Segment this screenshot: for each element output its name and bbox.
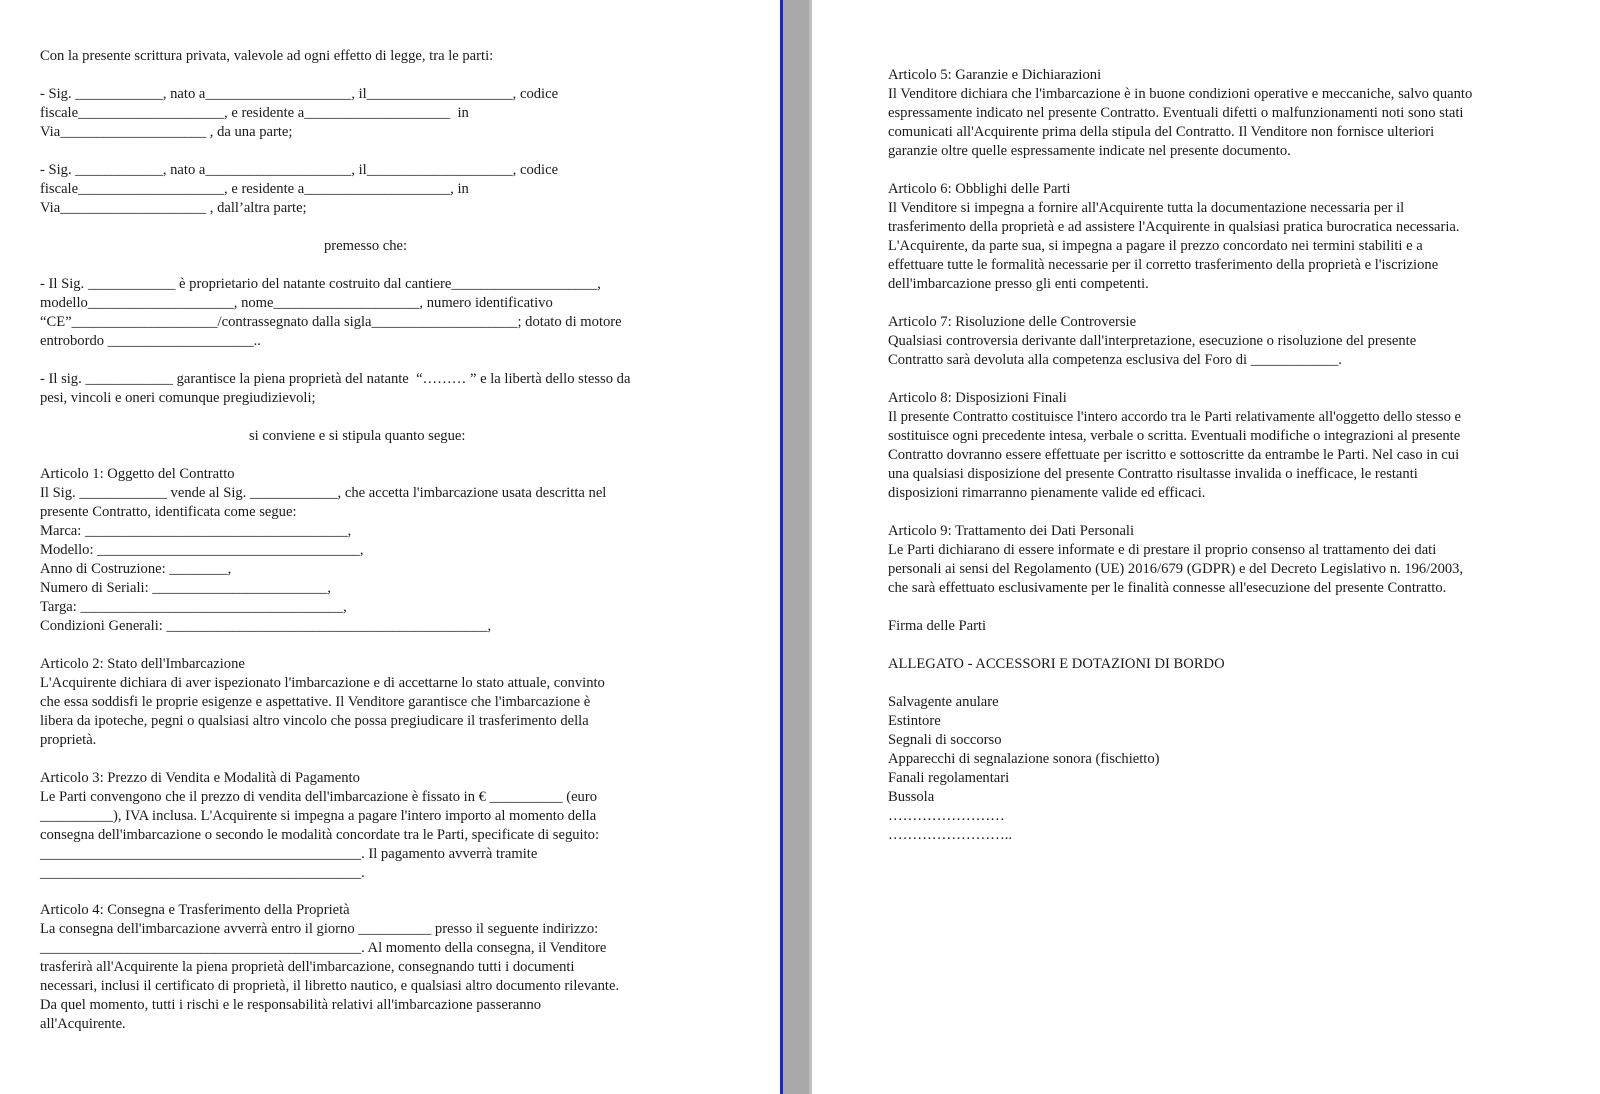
premise1-line3: “CE”____________________/contrassegnato dalla sigla____________________; dotato di motore [40, 314, 622, 330]
annex-item-bussola: Bussola [888, 789, 935, 805]
article1-title: Articolo 1: Oggetto del Contratto [40, 466, 235, 482]
article7-line1: Qualsiasi controversia derivante dall'interpretazione, esecuzione o risoluzione del presente [888, 333, 1417, 349]
signature-heading: Firma delle Parti [888, 618, 987, 634]
stipula-heading: si conviene e si stipula quanto segue: [249, 428, 466, 444]
article4-line3: trasferirà all'Acquirente la piena proprietà dell'imbarcazione, consegnando tutti i documenti [40, 959, 575, 975]
article9-title: Articolo 9: Trattamento dei Dati Personali [888, 523, 1135, 539]
article2-line3: libera da ipoteche, pegni o qualsiasi altro vincolo che possa pregiudicare il trasferimento della [40, 713, 589, 729]
article3-line5: ____________________________________________. [40, 865, 365, 881]
article3-line4: ____________________________________________. Il pagamento avverrà tramite [40, 846, 538, 862]
annex-item-apparecchi: Apparecchi di segnalazione sonora (fischietto) [888, 751, 1160, 767]
article5-line2: espressamente indicato nel presente Contratto. Eventuali difetti o malfunzionamenti noti sono stati [888, 105, 1464, 121]
party2-line1: - Sig. ____________, nato a____________________, il____________________, codice [40, 162, 559, 178]
article6-title: Articolo 6: Obblighi delle Parti [888, 181, 1071, 197]
article1-condizioni: Condizioni Generali: ____________________________________________, [40, 618, 492, 634]
annex-item-salvagente: Salvagente anulare [888, 694, 999, 710]
article8-line1: Il presente Contratto costituisce l'intero accordo tra le Parti relativamente all'oggetto dello stesso e [888, 409, 1462, 425]
article3-title: Articolo 3: Prezzo di Vendita e Modalità di Pagamento [40, 770, 360, 786]
article2-line4: proprietà. [40, 732, 97, 748]
article8-line2: sostituisce ogni precedente intesa, verbale o scritta. Eventuali modifiche o integrazioni al presente [888, 428, 1461, 444]
article7-title: Articolo 7: Risoluzione delle Controversie [888, 314, 1137, 330]
article3-line1: Le Parti convengono che il prezzo di vendita dell'imbarcazione è fissato in € __________ (euro [40, 789, 598, 805]
article1-marca: Marca: ____________________________________, [40, 523, 352, 539]
article2-title: Articolo 2: Stato dell'Imbarcazione [40, 656, 245, 672]
article1-modello: Modello: ____________________________________, [40, 542, 364, 558]
article2-line1: L'Acquirente dichiara di aver ispezionato l'imbarcazione e di accettarne lo stato attuale, convinto [40, 675, 605, 691]
article1-line2: presente Contratto, identificata come segue: [40, 504, 297, 520]
document-page-left [0, 0, 781, 1094]
article1-line1: Il Sig. ____________ vende al Sig. ____________, che accetta l'imbarcazione usata descritta nel [40, 485, 607, 501]
party2-line2: fiscale____________________, e residente a____________________, in [40, 181, 469, 197]
party1-line3: Via____________________ , da una parte; [40, 124, 293, 140]
article9-line1: Le Parti dichiarano di essere informate e di prestare il proprio consenso al trattamento dei dati [888, 542, 1437, 558]
article4-line6: all'Acquirente. [40, 1016, 126, 1032]
article1-seriali: Numero di Seriali: ________________________, [40, 580, 332, 596]
annex-item-estintore: Estintore [888, 713, 941, 729]
article4-line2: ____________________________________________. Al momento della consegna, il Venditore [40, 940, 607, 956]
annex-item-fanali: Fanali regolamentari [888, 770, 1010, 786]
article5-line3: comunicati all'Acquirente prima della stipula del Contratto. Il Venditore non fornisce ulteriori [888, 124, 1435, 140]
article3-line2: __________), IVA inclusa. L'Acquirente si impegna a pagare l'intero importo al momento della [40, 808, 597, 824]
annex-heading: ALLEGATO - ACCESSORI E DOTAZIONI DI BORDO [888, 656, 1225, 672]
article8-title: Articolo 8: Disposizioni Finali [888, 390, 1067, 406]
premesso-heading: premesso che: [324, 238, 408, 254]
premise1-line4: entrobordo ____________________.. [40, 333, 261, 349]
premise2-line2: pesi, vincoli e oneri comunque pregiudizievoli; [40, 390, 316, 406]
article9-line2: personali ai sensi del Regolamento (UE) 2016/679 (GDPR) e del Decreto Legislativo n. 196/2003, [888, 561, 1464, 577]
article6-line5: dell'imbarcazione presso gli enti competenti. [888, 276, 1149, 292]
article8-line3: Contratto dovranno essere effettuate per iscritto e sottoscritte da entrambe le Parti. Nel caso in cui [888, 447, 1460, 463]
premise2-line1: - Il sig. ____________ garantisce la piena proprietà del natante “……… ” e la libertà dello stesso da [40, 371, 631, 387]
party1-line2: fiscale____________________, e residente a____________________ in [40, 105, 469, 121]
party2-line3: Via____________________ , dall’altra parte; [40, 200, 307, 216]
annex-item-blank-2: …………………….. [888, 827, 1013, 843]
article6-line2: trasferimento della proprietà e ad assistere l'Acquirente in qualsiasi pratica burocratica necessaria. [888, 219, 1460, 235]
party1-line1: - Sig. ____________, nato a____________________, il____________________, codice [40, 86, 559, 102]
article2-line2: che essa soddisfi le proprie esigenze e aspettative. Il Venditore garantisce che l'imbarcazione è [40, 694, 591, 710]
article7-line2: Contratto sarà devoluta alla competenza esclusiva del Foro di ____________. [888, 352, 1342, 368]
article9-line3: che sarà effettuato esclusivamente per le finalità connesse all'esecuzione del presente Contratto. [888, 580, 1447, 596]
premise1-line2: modello____________________, nome____________________, numero identificativo [40, 295, 553, 311]
article4-line5: Da quel momento, tutti i rischi e le responsabilità relativi all'imbarcazione passeranno [40, 997, 542, 1013]
article3-line3: consegna dell'imbarcazione o secondo le modalità concordate tra le Parti, specificate di seguito: [40, 827, 600, 843]
article1-targa: Targa: ____________________________________, [40, 599, 347, 615]
article6-line1: Il Venditore si impegna a fornire all'Acquirente tutta la documentazione necessaria per il [888, 200, 1405, 216]
article5-line1: Il Venditore dichiara che l'imbarcazione è in buone condizioni operative e meccaniche, salvo quanto [888, 86, 1473, 102]
article4-line1: La consegna dell'imbarcazione avverrà entro il giorno __________ presso il seguente indirizzo: [40, 921, 599, 937]
article5-title: Articolo 5: Garanzie e Dichiarazioni [888, 67, 1102, 83]
annex-item-segnali: Segnali di soccorso [888, 732, 1002, 748]
article8-line5: disposizioni rimarranno pienamente valide ed efficaci. [888, 485, 1206, 501]
article1-anno: Anno di Costruzione: ________, [40, 561, 232, 577]
page-gutter [783, 0, 809, 1094]
article6-line3: L'Acquirente, da parte sua, si impegna a pagare il prezzo concordato nei termini stabiliti e a [888, 238, 1423, 254]
article4-line4: necessari, inclusi il certificato di proprietà, il libretto nautico, e qualsiasi altro documento rilevante. [40, 978, 620, 994]
annex-item-blank-1: …………………… [888, 808, 1005, 824]
article4-title: Articolo 4: Consegna e Trasferimento della Proprietà [40, 902, 350, 918]
article5-line4: garanzie oltre quelle espressamente indicate nel presente documento. [888, 143, 1291, 159]
article8-line4: una qualsiasi disposizione del presente Contratto risultasse invalida o inefficace, le restanti [888, 466, 1418, 482]
intro-line: Con la presente scrittura privata, valevole ad ogni effetto di legge, tra le parti: [40, 48, 494, 64]
premise1-line1: - Il Sig. ____________ è proprietario del natante costruito dal cantiere____________________, [40, 276, 601, 292]
article6-line4: effettuare tutte le formalità necessarie per il corretto trasferimento della proprietà e l'iscrizione [888, 257, 1439, 273]
